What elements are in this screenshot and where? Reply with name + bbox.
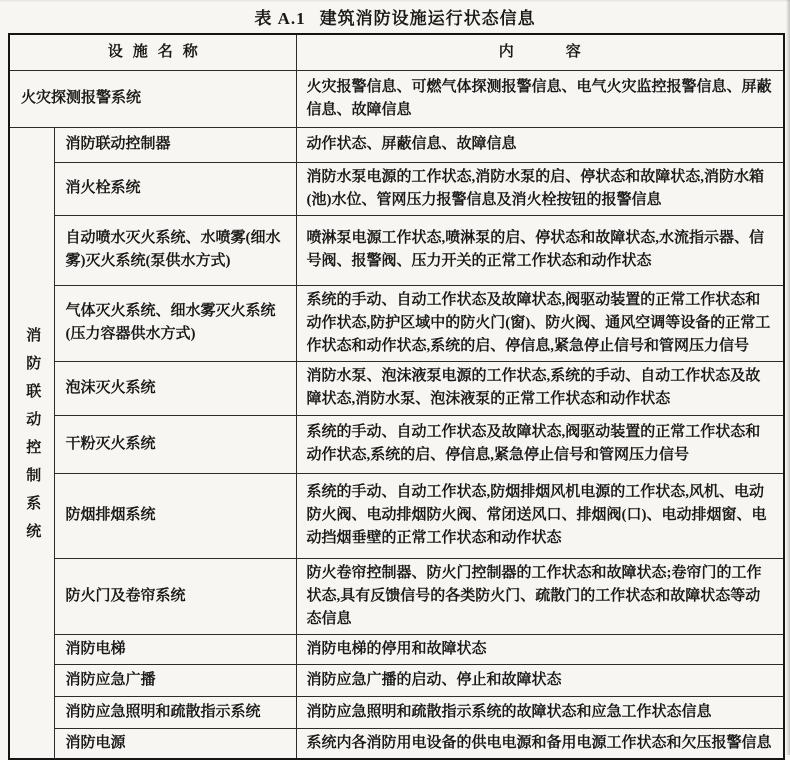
table-row	[9, 415, 784, 473]
content-cell: 火灾报警信息、可燃气体探测报警信息、电气火灾监控报警信息、屏蔽信息、故障信息	[296, 70, 784, 127]
facility-cell: 火灾探测报警系统	[9, 70, 296, 127]
facility-cell: 消防应急照明和疏散指示系统	[54, 696, 296, 728]
fire-facility-status-table	[8, 33, 785, 760]
table-title-number: 表 A.1	[254, 9, 306, 28]
content-cell: 消防应急广播的启动、停止和故障状态	[296, 664, 784, 696]
content-cell: 系统的手动、自动工作状态,防烟排烟风机电源的工作状态,风机、电动防火阀、电动排烟防火阀、常闭送风口、排烟阀(口)、电动排烟窗、电动挡烟垂壁的正常工作状态和动作状态	[296, 473, 784, 558]
facility-cell: 干粉灭火系统	[54, 415, 296, 473]
facility-cell: 消防应急广播	[54, 664, 296, 696]
facility-cell: 泡沫灭火系统	[54, 361, 296, 415]
content-cell: 系统的手动、自动工作状态及故障状态,阀驱动装置的正常工作状态和动作状态,系统的启、停信息,紧急停止信号和管网压力信号	[296, 415, 784, 473]
table-row	[9, 285, 784, 361]
table-row	[9, 664, 784, 696]
group-label-cell	[9, 127, 54, 759]
content-cell: 消防应急照明和疏散指示系统的故障状态和应急工作状态信息	[296, 696, 784, 728]
content-cell: 喷淋泵电源工作状态,喷淋泵的启、停状态和故障状态,水流指示器、信号阀、报警阀、压力开关的正常工作状态和动作状态	[296, 215, 784, 285]
column-header-content: 内容	[296, 34, 784, 70]
content-cell: 系统的手动、自动工作状态及故障状态,阀驱动装置的正常工作状态和动作状态,防护区域中的防火门(窗)、防火阀、通风空调等设备的正常工作状态和动作状态,系统的启、停信息,紧急停止信号和管网压力信号	[296, 285, 784, 361]
group-label-vertical-text: 消防联动控制系统	[24, 326, 41, 551]
facility-cell: 防烟排烟系统	[54, 473, 296, 558]
table-row	[9, 473, 784, 558]
table-row	[9, 215, 784, 285]
scan-artifact-right-edge	[786, 0, 790, 755]
scan-artifact-top	[0, 0, 790, 2]
facility-cell: 自动喷水灭火系统、水喷雾(细水雾)灭火系统(泵供水方式)	[54, 215, 296, 285]
content-cell: 动作状态、屏蔽信息、故障信息	[296, 127, 784, 162]
facility-cell: 消防电梯	[54, 634, 296, 664]
facility-cell: 气体灭火系统、细水雾灭火系统(压力容器供水方式)	[54, 285, 296, 361]
table-row	[9, 728, 784, 759]
facility-cell: 消防电源	[54, 728, 296, 759]
facility-cell: 消火栓系统	[54, 162, 296, 215]
table-row	[9, 70, 784, 127]
content-cell: 消防电梯的停用和故障状态	[296, 634, 784, 664]
table-row	[9, 162, 784, 215]
table-row	[9, 696, 784, 728]
table-row	[9, 361, 784, 415]
table-header-row	[9, 34, 784, 70]
table-row	[9, 634, 784, 664]
content-cell: 防火卷帘控制器、防火门控制器的工作状态和故障状态;卷帘门的工作状态,具有反馈信号的各类防火门、疏散门的工作状态和故障状态等动态信息	[296, 558, 784, 634]
content-cell: 消防水泵、泡沫液泵电源的工作状态,系统的手动、自动工作状态及故障状态,消防水泵、泡沫液泵的正常工作状态和动作状态	[296, 361, 784, 415]
facility-cell: 消防联动控制器	[54, 127, 296, 162]
table-title-text: 建筑消防设施运行状态信息	[319, 9, 536, 28]
column-header-facility: 设施名称	[9, 34, 296, 70]
table-title	[0, 4, 790, 29]
facility-cell: 防火门及卷帘系统	[54, 558, 296, 634]
content-cell: 消防水泵电源的工作状态,消防水泵的启、停状态和故障状态,消防水箱(池)水位、管网压力报警信息及消火栓按钮的报警信息	[296, 162, 784, 215]
table-row	[9, 558, 784, 634]
content-cell: 系统内各消防用电设备的供电电源和备用电源工作状态和欠压报警信息	[296, 728, 784, 759]
table-row	[9, 127, 784, 162]
